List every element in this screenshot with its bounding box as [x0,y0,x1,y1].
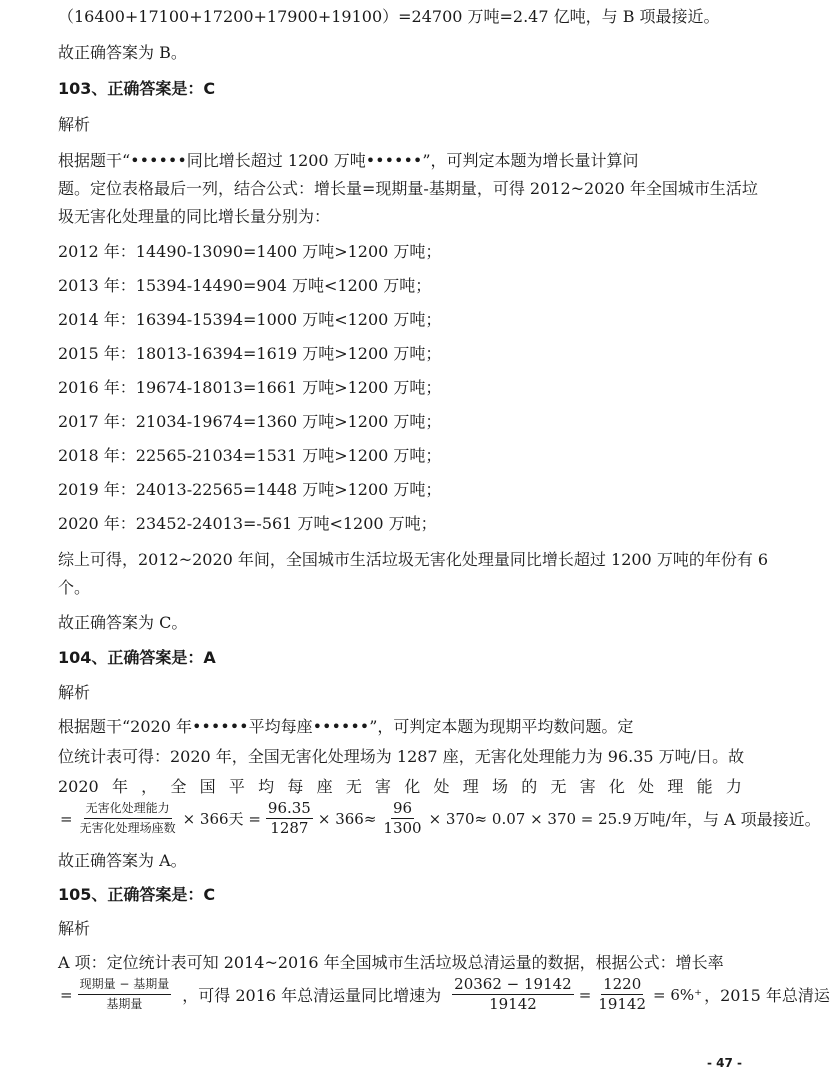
formula-text: = 6%⁺ [653,985,703,1004]
calc-line-2020: 2020 年：23452-24013=-561 万吨<1200 万吨； [58,514,437,533]
justified-char: 国 [199,777,216,796]
justified-char: 平 [228,777,245,796]
calc-line-2019: 2019 年：24013-22565=1448 万吨>1200 万吨； [58,480,442,499]
text-line: 综上可得，2012~2020 年间，全国城市生活垃圾无害化处理量同比增长超过 1200 万吨的年份有 6 [58,550,769,569]
justified-char: ， [141,777,158,796]
calc-line-2012: 2012 年：14490-13090=1400 万吨>1200 万吨； [58,242,442,261]
justified-char: 化 [404,777,421,796]
formula-equals: = [578,985,592,1004]
calc-line-2013: 2013 年：15394-14490=904 万吨<1200 万吨； [58,276,432,295]
page-number: - 47 - [706,1056,742,1070]
calc-line-2015: 2015 年：18013-16394=1619 万吨>1200 万吨； [58,344,442,363]
question-heading-103: 103、正确答案是：C [58,79,216,98]
answer-line: 故正确答案为 C。 [58,613,188,632]
calc-line-2017: 2017 年：21034-19674=1360 万吨>1200 万吨； [58,412,442,431]
fraction-numerator: 96 [392,799,413,817]
justified-char: 理 [667,777,684,796]
text-line: 根据题干“2020 年••••••平均每座••••••”，可判定本题为现期平均数问题。定 [58,717,634,736]
justified-char: 处 [433,777,450,796]
fraction-capacity-per-site [78,800,178,837]
justified-char: 场 [491,777,508,796]
formula-text: × 366≈ [317,809,377,828]
answer-line: 故正确答案为 B。 [58,43,187,62]
calc-line-2014: 2014 年：16394-15394=1000 万吨<1200 万吨； [58,310,442,329]
text-line: 个。 [58,578,91,597]
justified-char: 2020 [58,777,99,796]
calc-line-2018: 2018 年：22565-21034=1531 万吨>1200 万吨； [58,446,442,465]
justified-char: 均 [258,777,275,796]
fraction-value [266,800,313,837]
analysis-label: 解析 [58,683,91,702]
question-heading-105: 105、正确答案是：C [58,885,216,904]
justified-char: 无 [345,777,362,796]
answer-line: 故正确答案为 A。 [58,851,187,870]
calc-line-2016: 2016 年：19674-18013=1661 万吨>1200 万吨； [58,378,442,397]
fraction-denominator: 1287 [270,819,309,837]
fraction-denominator: 19142 [489,995,537,1013]
text-line: 位统计表可得：2020 年，全国无害化处理场为 1287 座，无害化处理能力为 96.35 万吨/日。故 [58,747,745,766]
justified-char: 能 [696,777,713,796]
formula-growth-rate [58,976,830,1013]
fraction-estimate [381,800,423,837]
fraction-growth-rate [78,976,172,1013]
fraction-rate [596,976,648,1013]
analysis-label: 解析 [58,919,91,938]
analysis-label: 解析 [58,115,91,134]
fraction-numerator: 20362 − 19142 [454,975,572,993]
justified-char: 化 [608,777,625,796]
justified-char: 全 [170,777,187,796]
justified-char: 理 [462,777,479,796]
text-line: （16400+17100+17200+17900+19100）=24700 万吨=2.47 亿吨，与 B 项最接近。 [58,7,720,26]
fraction-numerator: 无害化处理能力 [84,800,172,819]
fraction-numerator: 96.35 [267,799,311,817]
text-line: 题。定位表格最后一列，结合公式：增长量=现期量-基期量，可得 2012~2020 年全国城市生活垃 [58,179,758,198]
formula-text: × 370≈ 0.07 × 370 = 25.9 [428,809,632,828]
justified-char: 害 [375,777,392,796]
justified-line [58,776,742,798]
justified-char: 无 [550,777,567,796]
fraction-numerator: 1220 [603,975,642,993]
justified-char: 的 [521,777,538,796]
fraction-denominator: 1300 [383,819,422,837]
formula-equals: = [60,809,73,828]
text-line: A 项：定位统计表可知 2014~2016 年全国城市生活垃圾总清运量的数据，根据公式：增长率 [58,953,724,972]
formula-average-capacity [58,800,821,837]
justified-char: 每 [287,777,304,796]
justified-char: 害 [579,777,596,796]
fraction-denominator: 基期量 [106,997,143,1011]
justified-char: 年 [111,777,128,796]
fraction-denominator: 19142 [598,995,647,1013]
text-line: 圾无害化处理量的同比增长量分别为： [58,207,331,226]
justified-char: 处 [638,777,655,796]
justified-char: 力 [725,777,742,796]
justified-char: 座 [316,777,333,796]
formula-text: ，可得 2016 年总清运量同比增速为 [182,986,442,1005]
fraction-numerator: 现期量 − 基期量 [78,976,172,995]
question-heading-104: 104、正确答案是：A [58,648,216,667]
formula-equals: = [60,985,73,1004]
formula-text: × 366天 = [182,810,261,828]
formula-tail: ，2015 年总清运 [704,986,830,1005]
fraction-difference [452,976,574,1013]
formula-tail: 万吨/年，与 A 项最接近。 [633,810,821,829]
fraction-denominator: 无害化处理场座数 [79,821,176,835]
text-line: 根据题干“••••••同比增长超过 1200 万吨••••••”，可判定本题为增长量计算问 [58,151,639,170]
